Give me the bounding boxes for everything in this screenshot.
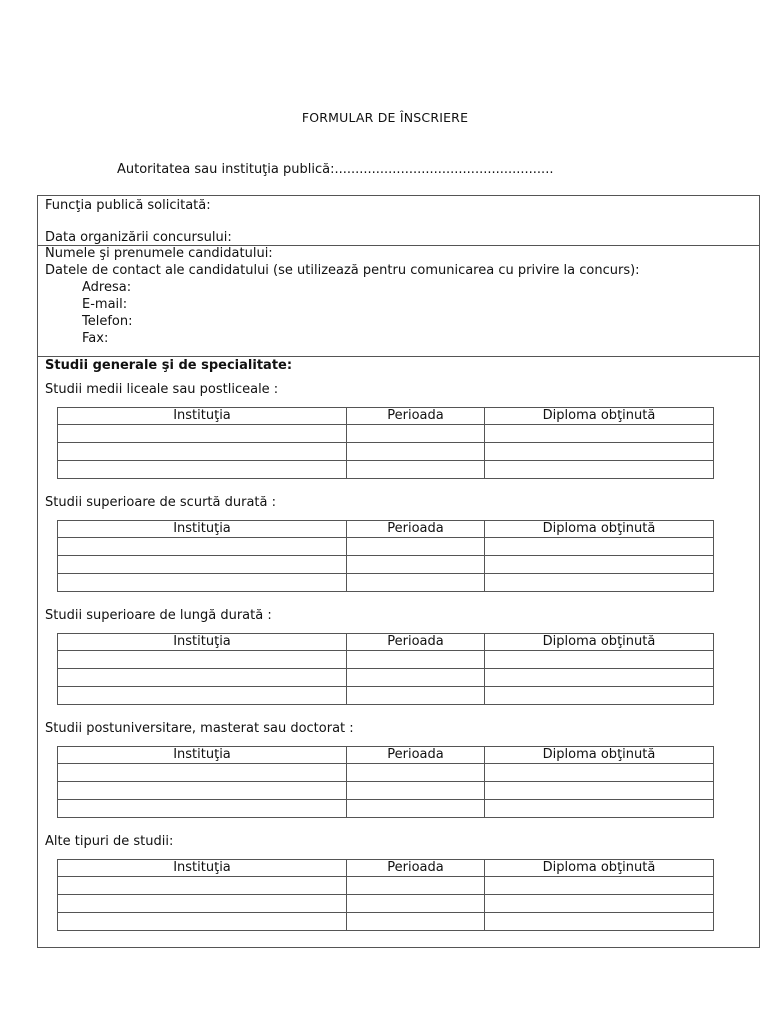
table-cell[interactable] [58,651,347,669]
authority-line[interactable]: Autoritatea sau instituţia publică:..................................................... [117,162,554,177]
table-cell[interactable] [347,895,485,913]
table-cell[interactable] [485,687,714,705]
table-cell[interactable] [485,895,714,913]
table-header-row [58,634,714,651]
table-header-row [58,860,714,877]
studies-table [57,520,714,592]
col-period: Perioada [347,634,485,651]
table-cell[interactable] [58,895,347,913]
contest-date-field[interactable]: Data organizării concursului: [45,230,232,245]
col-diploma: Diploma obţinută [485,521,714,538]
table-header-row [58,521,714,538]
table-cell[interactable] [58,782,347,800]
table-cell[interactable] [347,913,485,931]
table-cell[interactable] [58,687,347,705]
table-cell[interactable] [347,651,485,669]
table-cell[interactable] [58,877,347,895]
table-cell[interactable] [485,764,714,782]
col-institution: Instituţia [58,860,347,877]
table-row[interactable] [58,782,714,800]
table-cell[interactable] [485,461,714,479]
table-cell[interactable] [485,425,714,443]
table-cell[interactable] [347,669,485,687]
table-cell[interactable] [347,461,485,479]
table-cell[interactable] [58,574,347,592]
table-cell[interactable] [58,461,347,479]
table-cell[interactable] [485,443,714,461]
table-row[interactable] [58,895,714,913]
table-cell[interactable] [347,538,485,556]
col-diploma: Diploma obţinută [485,408,714,425]
col-institution: Instituţia [58,634,347,651]
table-row[interactable] [58,425,714,443]
col-diploma: Diploma obţinută [485,747,714,764]
table-cell[interactable] [58,425,347,443]
table-cell[interactable] [347,764,485,782]
col-period: Perioada [347,747,485,764]
phone-field[interactable]: Telefon: [82,314,133,329]
contact-intro: Datele de contact ale candidatului (se utilizează pentru comunicarea cu privire la concurs): [45,263,640,278]
studies-group-label: Studii superioare de lungă durată : [45,608,272,623]
studies-group-label: Studii superioare de scurtă durată : [45,495,276,510]
table-header-row [58,408,714,425]
table-header-row [58,747,714,764]
studies-table [57,859,714,931]
table-cell[interactable] [58,764,347,782]
table-row[interactable] [58,669,714,687]
table-cell[interactable] [58,913,347,931]
table-row[interactable] [58,556,714,574]
form-title: FORMULAR DE ÎNSCRIERE [301,110,469,125]
table-cell[interactable] [485,913,714,931]
table-cell[interactable] [485,538,714,556]
table-cell[interactable] [485,651,714,669]
candidate-name-field[interactable]: Numele şi prenumele candidatului: [45,246,273,261]
studies-table [57,746,714,818]
table-cell[interactable] [347,556,485,574]
table-row[interactable] [58,687,714,705]
col-institution: Instituţia [58,747,347,764]
table-row[interactable] [58,877,714,895]
table-cell[interactable] [347,425,485,443]
table-row[interactable] [58,800,714,818]
col-diploma: Diploma obţinută [485,634,714,651]
table-cell[interactable] [347,574,485,592]
col-period: Perioada [347,860,485,877]
table-row[interactable] [58,764,714,782]
table-cell[interactable] [485,782,714,800]
table-cell[interactable] [347,782,485,800]
table-cell[interactable] [58,556,347,574]
studies-heading: Studii generale şi de specialitate: [45,358,293,373]
col-period: Perioada [347,408,485,425]
studies-table [57,633,714,705]
table-cell[interactable] [485,669,714,687]
table-cell[interactable] [347,800,485,818]
table-row[interactable] [58,443,714,461]
table-cell[interactable] [485,574,714,592]
table-row[interactable] [58,913,714,931]
table-cell[interactable] [485,877,714,895]
col-period: Perioada [347,521,485,538]
col-institution: Instituţia [58,408,347,425]
table-row[interactable] [58,651,714,669]
table-row[interactable] [58,461,714,479]
address-field[interactable]: Adresa: [82,280,132,295]
table-cell[interactable] [58,443,347,461]
studies-group-label: Studii medii liceale sau postliceale : [45,382,279,397]
table-cell[interactable] [347,687,485,705]
position-section [38,196,759,246]
table-row[interactable] [58,538,714,556]
form-frame [37,195,760,948]
table-row[interactable] [58,574,714,592]
email-field[interactable]: E-mail: [82,297,128,312]
candidate-section [38,245,759,357]
col-institution: Instituţia [58,521,347,538]
fax-field[interactable]: Fax: [82,331,109,346]
table-cell[interactable] [347,877,485,895]
table-cell[interactable] [347,443,485,461]
requested-position-field[interactable]: Funcţia publică solicitată: [45,198,211,213]
table-cell[interactable] [485,800,714,818]
table-cell[interactable] [58,800,347,818]
col-diploma: Diploma obţinută [485,860,714,877]
table-cell[interactable] [485,556,714,574]
studies-group-label: Studii postuniversitare, masterat sau doctorat : [45,721,354,736]
table-cell[interactable] [58,538,347,556]
table-cell[interactable] [58,669,347,687]
studies-group-label: Alte tipuri de studii: [45,834,174,849]
studies-table [57,407,714,479]
